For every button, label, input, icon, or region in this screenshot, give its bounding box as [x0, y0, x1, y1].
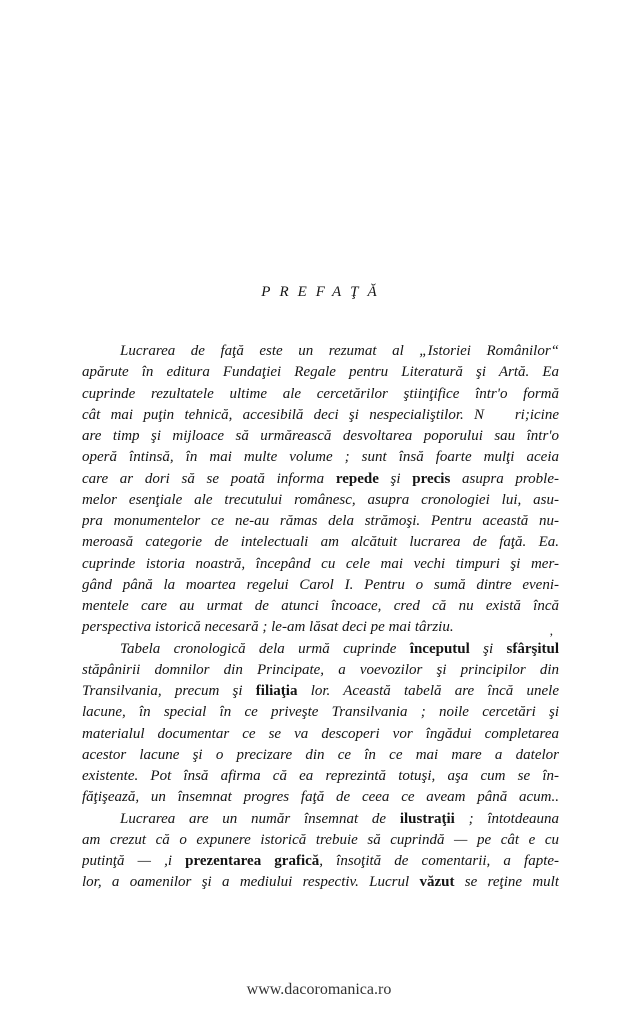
text-line [82, 830, 559, 851]
text-segment: asupra proble- [450, 470, 559, 487]
text-segment: lor, a oamenilor şi a mediului respectiv. Lucrul [82, 874, 420, 891]
text-segment: stăpânirii domnilor din Principate, a voevozilor şi principilor din [82, 661, 559, 678]
text-line [82, 447, 559, 468]
text-line [82, 554, 559, 575]
text-line [82, 702, 559, 723]
text-line [82, 341, 559, 362]
bold-text: prezentarea grafică [185, 853, 320, 869]
text-line [82, 511, 559, 532]
bold-text: sfârşitul [506, 640, 559, 657]
text-segment: lacune, în special în ce priveşte Transilvania ; noile cercetări şi [82, 704, 559, 721]
text-segment: pra monumentelor ce ne-au rămas dela strămoşi. Pentru această nu- [82, 513, 559, 529]
text-segment: putinţă — ,i [82, 853, 186, 869]
text-line [82, 766, 559, 787]
text-segment: cât mai puţin tehnică, accesibilă deci şi nespecialiştilor. N ri;icine [82, 406, 559, 423]
text-segment: Lucrarea are un număr însemnat de [120, 810, 400, 827]
text-line [82, 490, 559, 511]
text-line [82, 362, 559, 383]
footer-url: www.dacoromanica.ro [246, 981, 392, 998]
text-segment: Tabela cronologică dela urmă cuprinde [120, 640, 410, 657]
text-line [82, 426, 559, 447]
text-segment: gând până la moartea regelui Carol I. Pentru o sumă dintre eveni- [82, 576, 559, 593]
text-segment: apărute în editura Fundaţiei Regale pentru Literatură şi Artă. Ea [82, 364, 559, 381]
text-segment: lor. Această tabelă are încă unele [297, 683, 559, 699]
text-segment: cuprinde rezultatele ultime ale cercetărilor ştiinţifice într'o formă [82, 385, 559, 402]
text-segment: ; întotdeauna [454, 810, 559, 827]
text-segment: mentele care au urmat de atunci încoace, cred că nu există încă [82, 598, 559, 614]
bold-text: începutul [409, 640, 470, 657]
text-segment: şi [469, 640, 507, 657]
text-line [82, 384, 559, 405]
text-segment: care ar dori să se poată informa [82, 470, 336, 487]
bold-text: precis [412, 470, 451, 487]
text-line [82, 660, 559, 681]
text-segment: Lucrarea de faţă este un rezumat al „Istoriei Românilor“ [120, 343, 559, 359]
text-line [82, 532, 559, 553]
page-heading: PREFAŢĂ [261, 284, 386, 300]
text-segment: se reţine mult [454, 874, 559, 891]
text-segment: materialul documentar ce se va descoperi vor îngădui completarea [82, 725, 559, 742]
text-segment: meroasă categorie de intelectuali am alcătuit lucrarea de faţă. Ea. [82, 534, 559, 551]
text-segment: şi [378, 470, 413, 487]
text-segment: am crezut că o expunere istorică trebuie să cuprindă — pe cât e cu [82, 831, 559, 848]
text-segment: are timp şi mijloace să urmărească desvoltarea poporului sau într'o [82, 428, 559, 444]
text-segment: melor esenţiale ale trecutului românesc, asupra cronologiei lui, asu- [82, 491, 559, 508]
bold-text: filiaţia [255, 683, 298, 699]
paragraph [82, 341, 559, 639]
text-segment: cuprinde istoria noastră, începând cu cele mai vechi timpuri şi mer- [82, 555, 559, 572]
text-line [82, 809, 559, 830]
text-segment: operă întinsă, în mai multe volume ; sunt însă foarte mulţi aceia [82, 449, 559, 466]
text-line [82, 405, 559, 426]
text-line [82, 787, 559, 808]
paragraph [82, 809, 559, 894]
text-line [82, 872, 559, 893]
text-line [82, 851, 559, 872]
text-line [82, 681, 559, 702]
preface-text [82, 341, 559, 894]
text-line [82, 724, 559, 745]
text-line [82, 617, 559, 638]
bold-text: văzut [419, 874, 455, 891]
text-segment: perspectiva istorică necesară ; le-am lăsat deci pe mai târziu. [82, 619, 454, 636]
text-segment: , însoţită de comentarii, a fapte- [319, 853, 559, 869]
bold-text: ilustraţii [399, 810, 455, 827]
bold-text: repede [335, 470, 379, 487]
text-segment: făţişează, un însemnat progres faţă de ceea ce aveam până acum.. [82, 789, 559, 806]
text-line [82, 575, 559, 596]
stray-mark: , [549, 623, 553, 639]
text-line [82, 639, 559, 660]
text-line [82, 596, 559, 617]
text-segment: Transilvania, precum şi [82, 683, 256, 699]
text-segment: existente. Pot însă afirma că ea reprezintă totuşi, aşa cum se în- [82, 768, 559, 784]
paragraph [82, 639, 559, 809]
text-line [82, 469, 559, 490]
text-segment: acestor lacune şi o precizare din ce în ce mai mare a datelor [82, 746, 559, 763]
text-line [82, 745, 559, 766]
